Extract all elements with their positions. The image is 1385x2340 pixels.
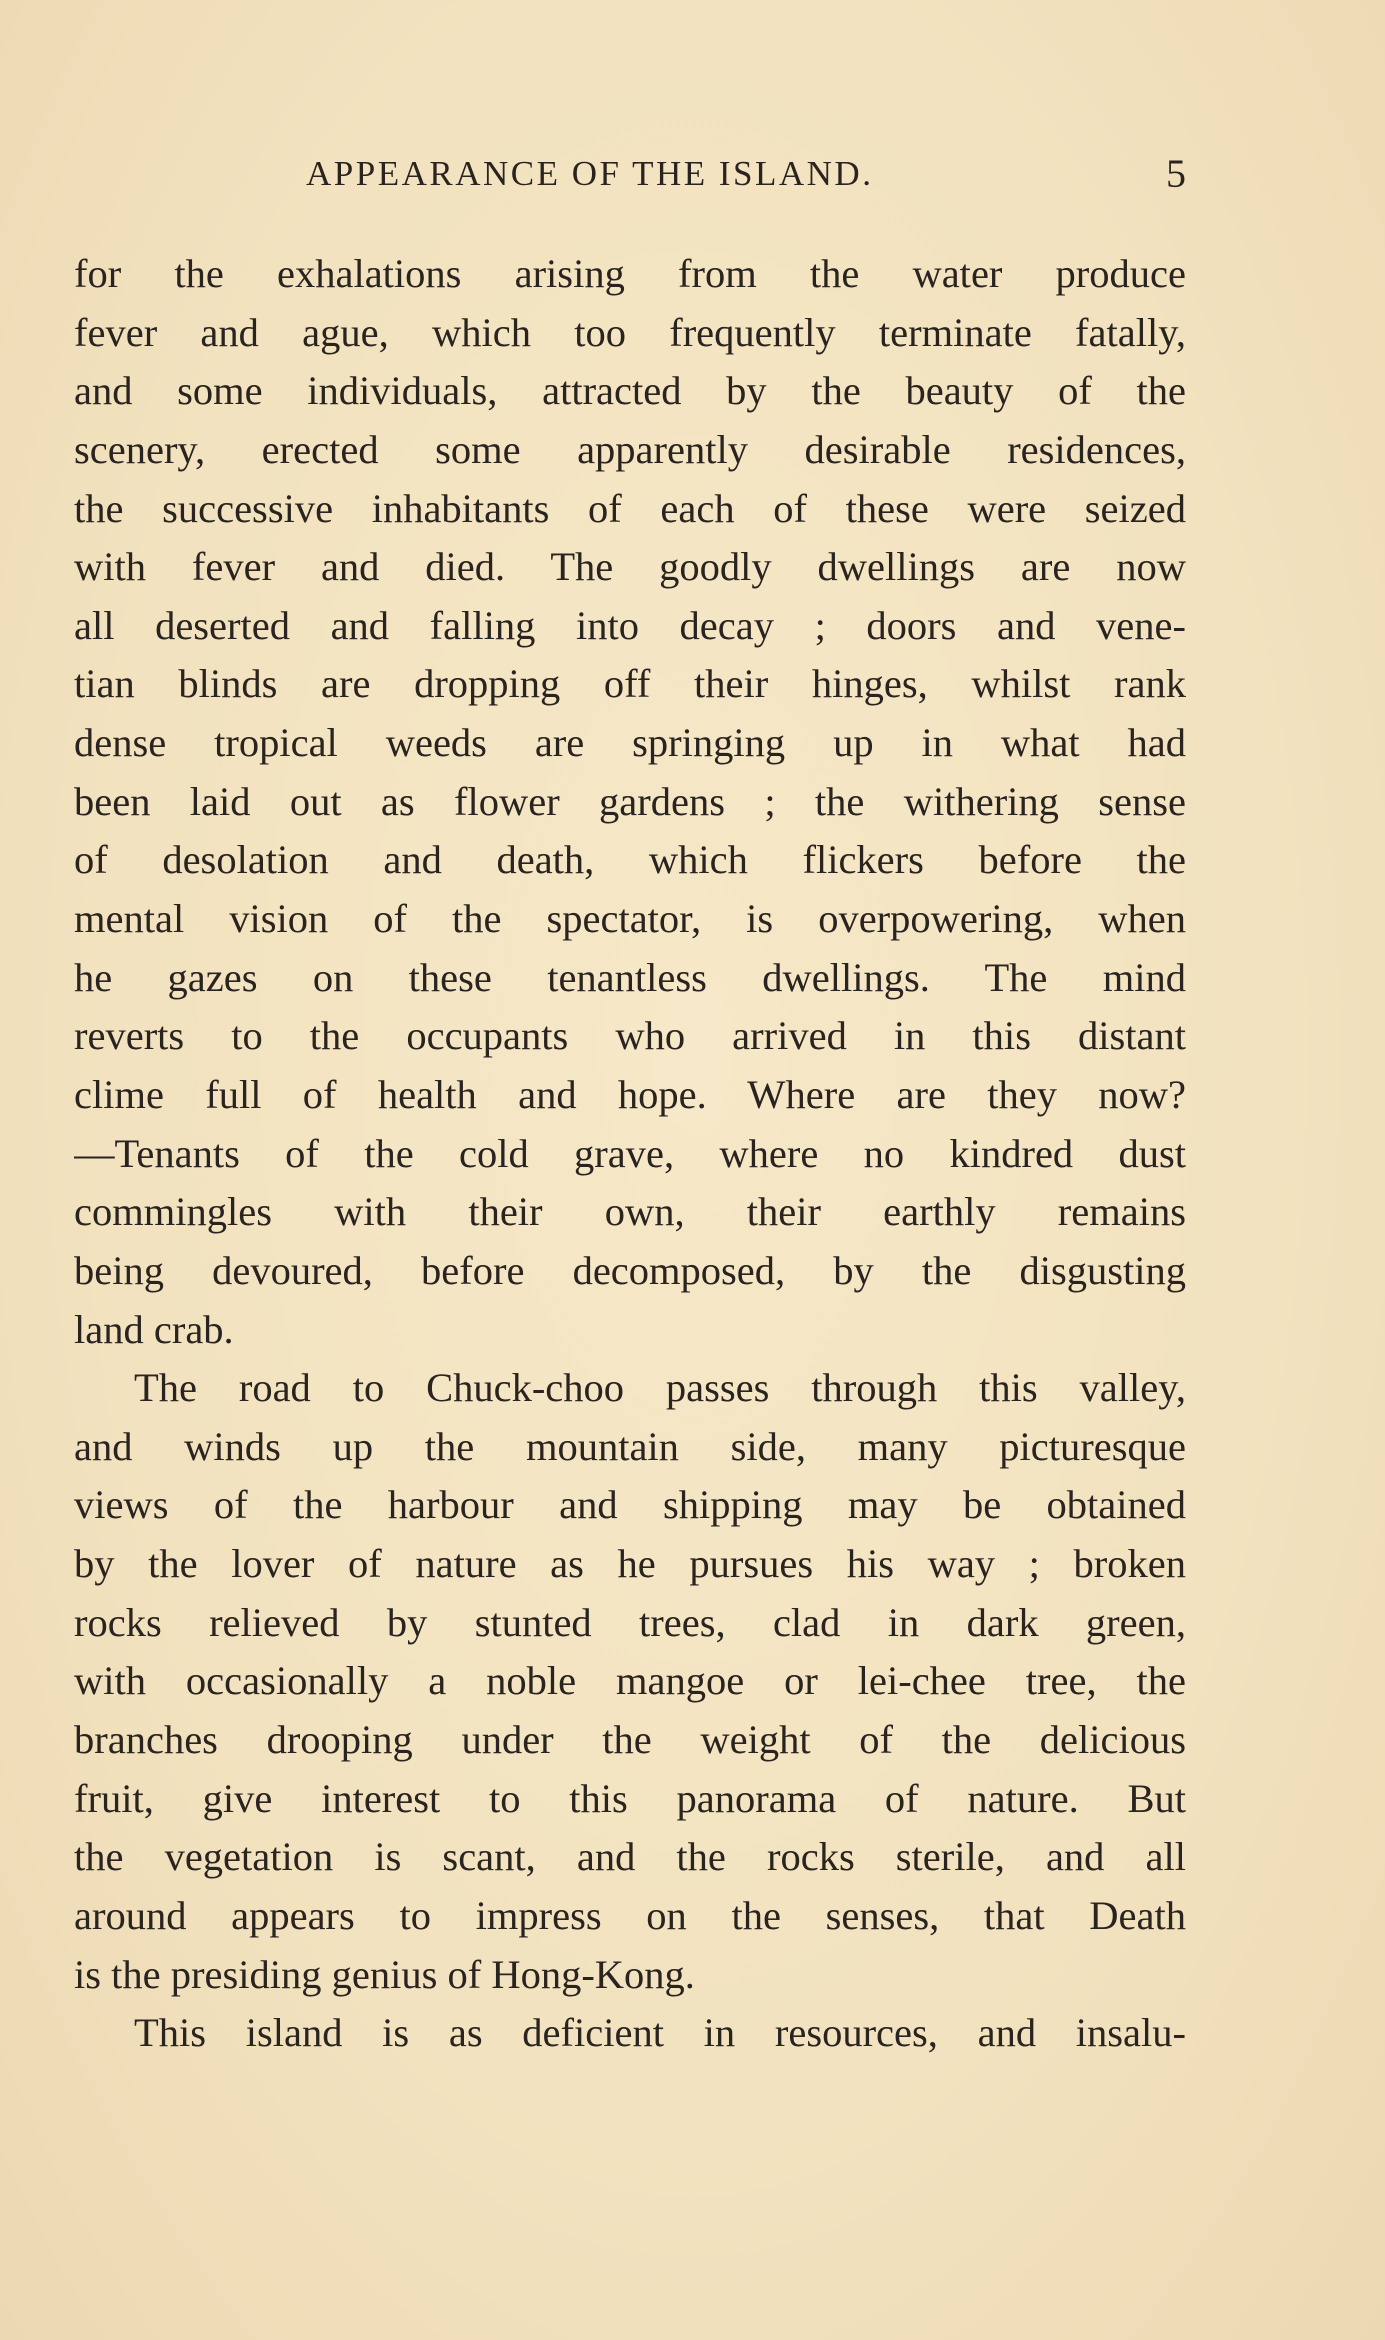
text-line: rocks relieved by stunted trees, clad in dark green, [74,1599,1186,1645]
text-line: and some individuals, attracted by the beauty of the [74,368,1186,414]
text-line: all deserted and falling into decay ; doors and vene- [74,602,1186,648]
text-line: —Tenants of the cold grave, where no kindred dust [74,1130,1186,1176]
text-line: tian blinds are dropping off their hinges, whilst rank [74,661,1186,707]
text-line: been laid out as flower gardens ; the withering sense [74,778,1186,824]
page-number: 5 [1166,151,1186,196]
text-line: scenery, erected some apparently desirable residences, [74,426,1186,472]
text-line: views of the harbour and shipping may be obtained [74,1482,1186,1528]
text-line: clime full of health and hope. Where are they now? [74,1071,1186,1117]
text-line: by the lover of nature as he pursues his way ; broken [74,1541,1186,1587]
text-line: with occasionally a noble mangoe or lei-chee tree, the [74,1658,1186,1704]
text-line: of desolation and death, which flickers before the [74,837,1186,883]
text-line: mental vision of the spectator, is overpowering, when [74,896,1186,942]
paragraph-end-line: is the presiding genius of Hong-Kong. [74,1951,695,1997]
paragraph-start-line: The road to Chuck-choo passes through this valley, [134,1365,1186,1411]
page-header [74,150,1186,198]
text-line: fruit, give interest to this panorama of nature. But [74,1775,1186,1821]
text-line: reverts to the occupants who arrived in this distant [74,1013,1186,1059]
text-line: the successive inhabitants of each of these were seized [74,485,1186,531]
text-line: and winds up the mountain side, many picturesque [74,1423,1186,1469]
text-line: he gazes on these tenantless dwellings. The mind [74,954,1186,1000]
body-text [74,245,1186,2063]
text-line: being devoured, before decomposed, by the disgusting [74,1247,1186,1293]
text-line: for the exhalations arising from the water produce [74,251,1186,296]
text-line: commingles with their own, their earthly remains [74,1189,1186,1235]
text-line: with fever and died. The goodly dwellings are now [74,544,1186,590]
paragraph-end-line: land crab. [74,1306,234,1352]
text-line: around appears to impress on the senses, that Death [74,1892,1186,1938]
paragraph-start-line: This island is as deficient in resources, and insalu- [134,2010,1186,2056]
running-head: APPEARANCE OF THE ISLAND. [306,154,874,193]
text-line: branches drooping under the weight of the delicious [74,1717,1186,1763]
text-line: dense tropical weeds are springing up in what had [74,720,1186,766]
text-line: fever and ague, which too frequently terminate fatally, [74,309,1186,355]
text-line: the vegetation is scant, and the rocks sterile, and all [74,1834,1186,1880]
